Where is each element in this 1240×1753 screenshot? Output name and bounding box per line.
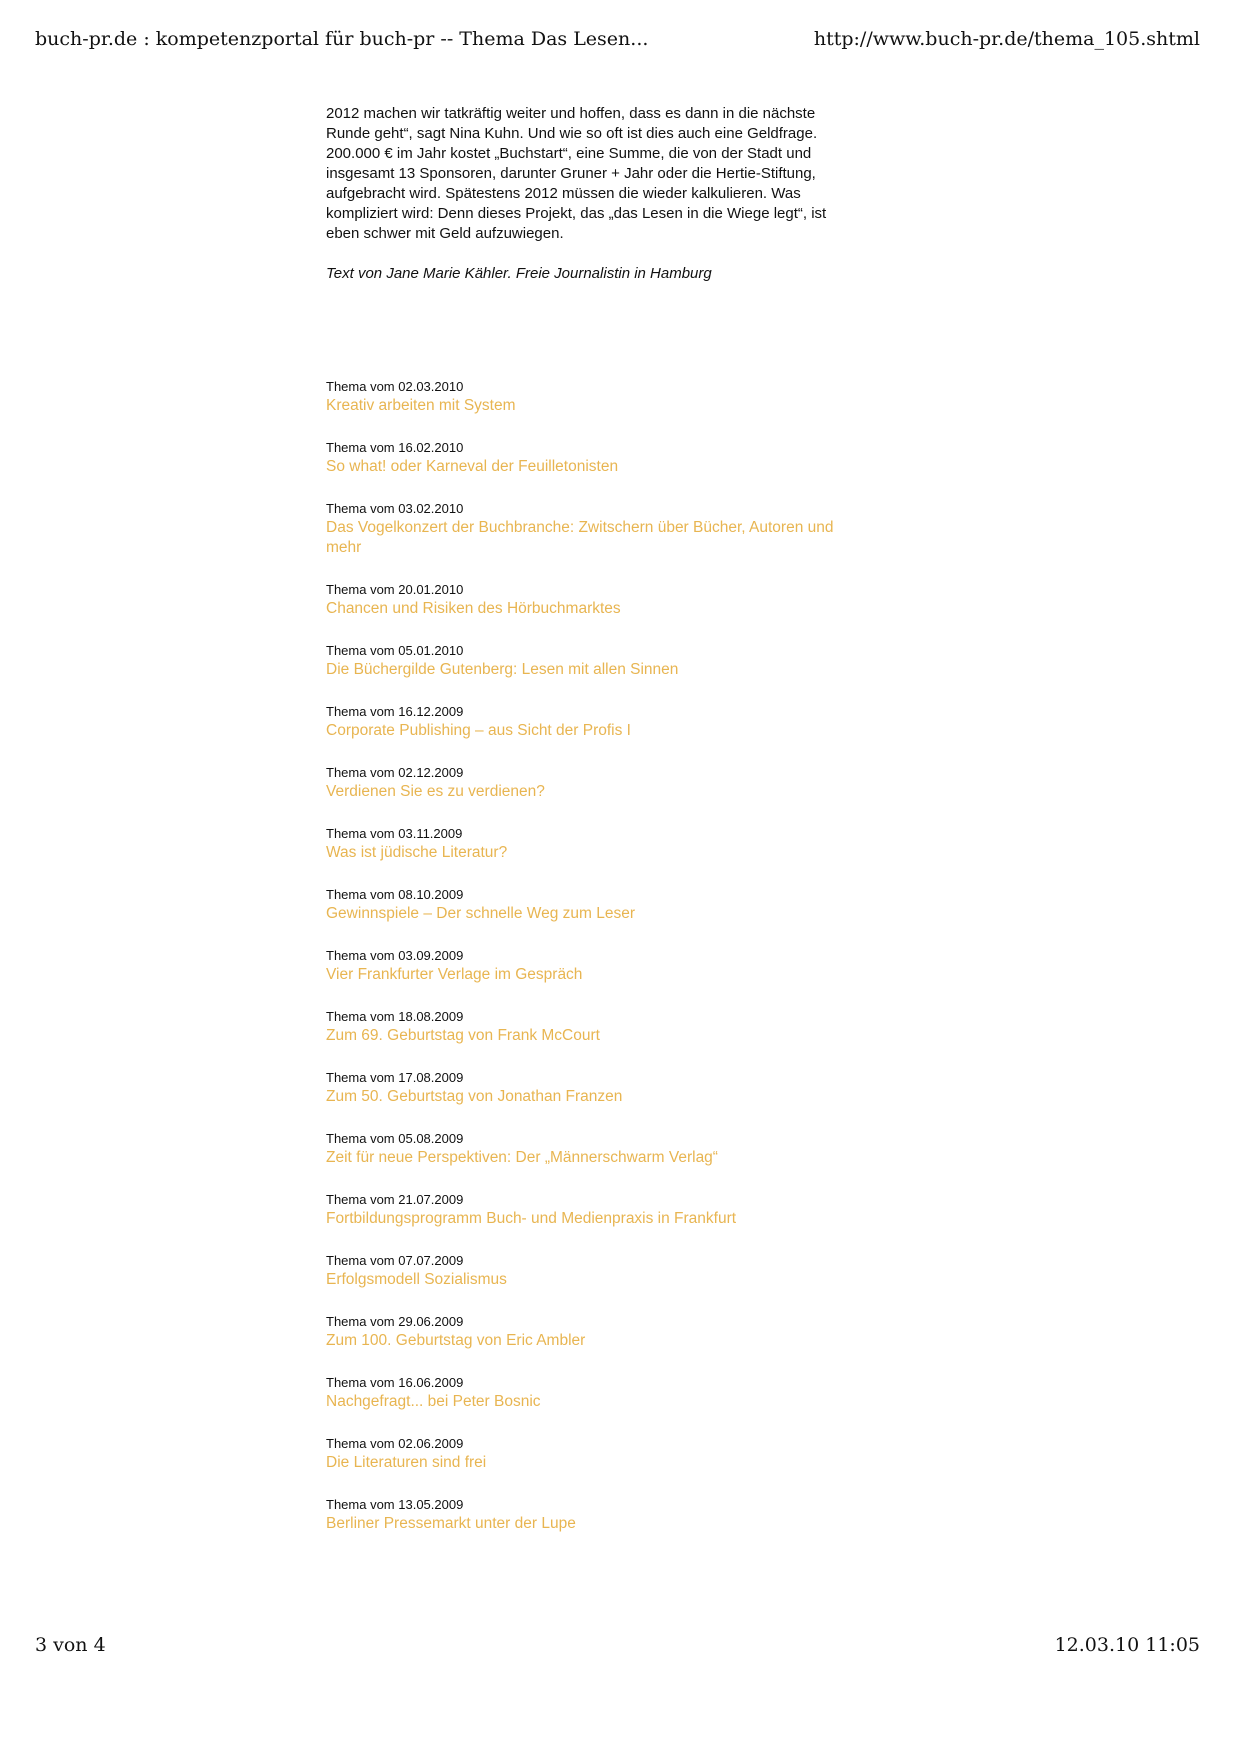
theme-link[interactable]: Gewinnspiele – Der schnelle Weg zum Leser — [326, 905, 636, 922]
theme-date: Thema vom 16.12.2009 — [326, 704, 464, 719]
print-header — [35, 28, 1200, 58]
theme-date: Thema vom 03.02.2010 — [326, 501, 464, 516]
theme-link[interactable]: Was ist jüdische Literatur? — [326, 844, 508, 861]
theme-date: Thema vom 07.07.2009 — [326, 1253, 464, 1268]
theme-date: Thema vom 20.01.2010 — [326, 582, 464, 597]
list-item — [326, 438, 856, 477]
article-paragraph: 2012 machen wir tatkräftig weiter und hoffen, dass es dann in die nächste Runde geht“, sagt Nina Kuhn. Und wie so oft ist dies auch eine Geldfrage. 200.000 € im Jahr kostet „Buchstart“, eine Summe, die von der Stadt und insgesamt 13 Sponsoren, darunter Gruner + Jahr oder die Hertie-Stiftung, aufgebracht wird. Spätestens 2012 müssen die wieder kalkulieren. Was kompliziert wird: Denn dieses Projekt, das „das Lesen in die Wiege legt“, ist eben schwer mit Geld aufzuwiegen. — [326, 105, 827, 242]
theme-link[interactable]: Erfolgsmodell Sozialismus — [326, 1271, 507, 1288]
list-item — [326, 885, 856, 924]
list-item — [326, 1312, 856, 1351]
theme-link[interactable]: Zeit für neue Perspektiven: Der „Männerschwarm Verlag“ — [326, 1149, 718, 1166]
theme-archive-list — [326, 377, 856, 1556]
list-item — [326, 499, 856, 558]
theme-link[interactable]: Die Literaturen sind frei — [326, 1454, 487, 1471]
list-item — [326, 1495, 856, 1534]
theme-link[interactable]: Das Vogelkonzert der Buchbranche: Zwitschern über Bücher, Autoren und mehr — [326, 519, 834, 556]
theme-link[interactable]: Chancen und Risiken des Hörbuchmarktes — [326, 600, 621, 617]
theme-date: Thema vom 05.01.2010 — [326, 643, 464, 658]
list-item — [326, 824, 856, 863]
list-item — [326, 763, 856, 802]
theme-link[interactable]: Vier Frankfurter Verlage im Gespräch — [326, 966, 583, 983]
theme-link[interactable]: Zum 100. Geburtstag von Eric Ambler — [326, 1332, 586, 1349]
theme-date: Thema vom 29.06.2009 — [326, 1314, 464, 1329]
theme-link[interactable]: Berliner Pressemarkt unter der Lupe — [326, 1515, 576, 1532]
article-byline: Text von Jane Marie Kähler. Freie Journalistin in Hamburg — [326, 265, 712, 282]
theme-date: Thema vom 21.07.2009 — [326, 1192, 464, 1207]
list-item — [326, 1068, 856, 1107]
theme-link[interactable]: Zum 69. Geburtstag von Frank McCourt — [326, 1027, 600, 1044]
theme-link[interactable]: Die Büchergilde Gutenberg: Lesen mit allen Sinnen — [326, 661, 679, 678]
theme-link[interactable]: Nachgefragt... bei Peter Bosnic — [326, 1393, 541, 1410]
theme-link[interactable]: Kreativ arbeiten mit System — [326, 397, 516, 414]
theme-date: Thema vom 08.10.2009 — [326, 887, 464, 902]
page-title: buch-pr.de : kompetenzportal für buch-pr -- Thema Das Lesen... — [35, 28, 649, 50]
list-item — [326, 1373, 856, 1412]
theme-date: Thema vom 16.02.2010 — [326, 440, 464, 455]
list-item — [326, 1251, 856, 1290]
list-item — [326, 377, 856, 416]
list-item — [326, 702, 856, 741]
theme-date: Thema vom 02.06.2009 — [326, 1436, 464, 1451]
list-item — [326, 1434, 856, 1473]
list-item — [326, 946, 856, 985]
page-url: http://www.buch-pr.de/thema_105.shtml — [813, 28, 1200, 50]
list-item — [326, 641, 856, 680]
theme-date: Thema vom 03.09.2009 — [326, 948, 464, 963]
theme-date: Thema vom 13.05.2009 — [326, 1497, 464, 1512]
page-number: 3 von 4 — [35, 1634, 106, 1656]
theme-date: Thema vom 16.06.2009 — [326, 1375, 464, 1390]
list-item — [326, 580, 856, 619]
list-item — [326, 1190, 856, 1229]
theme-link[interactable]: Fortbildungsprogramm Buch- und Medienpraxis in Frankfurt — [326, 1210, 737, 1227]
list-item — [326, 1129, 856, 1168]
theme-link[interactable]: Corporate Publishing – aus Sicht der Profis I — [326, 722, 631, 739]
theme-link[interactable]: Verdienen Sie es zu verdienen? — [326, 783, 545, 800]
article-content — [326, 104, 856, 284]
theme-date: Thema vom 18.08.2009 — [326, 1009, 464, 1024]
theme-link[interactable]: Zum 50. Geburtstag von Jonathan Franzen — [326, 1088, 623, 1105]
theme-date: Thema vom 02.12.2009 — [326, 765, 464, 780]
print-timestamp: 12.03.10 11:05 — [1054, 1634, 1200, 1656]
theme-date: Thema vom 17.08.2009 — [326, 1070, 464, 1085]
print-footer — [35, 1634, 1200, 1664]
theme-link[interactable]: So what! oder Karneval der Feuilletonisten — [326, 458, 619, 475]
theme-date: Thema vom 02.03.2010 — [326, 379, 464, 394]
theme-date: Thema vom 03.11.2009 — [326, 826, 463, 841]
theme-date: Thema vom 05.08.2009 — [326, 1131, 464, 1146]
list-item — [326, 1007, 856, 1046]
